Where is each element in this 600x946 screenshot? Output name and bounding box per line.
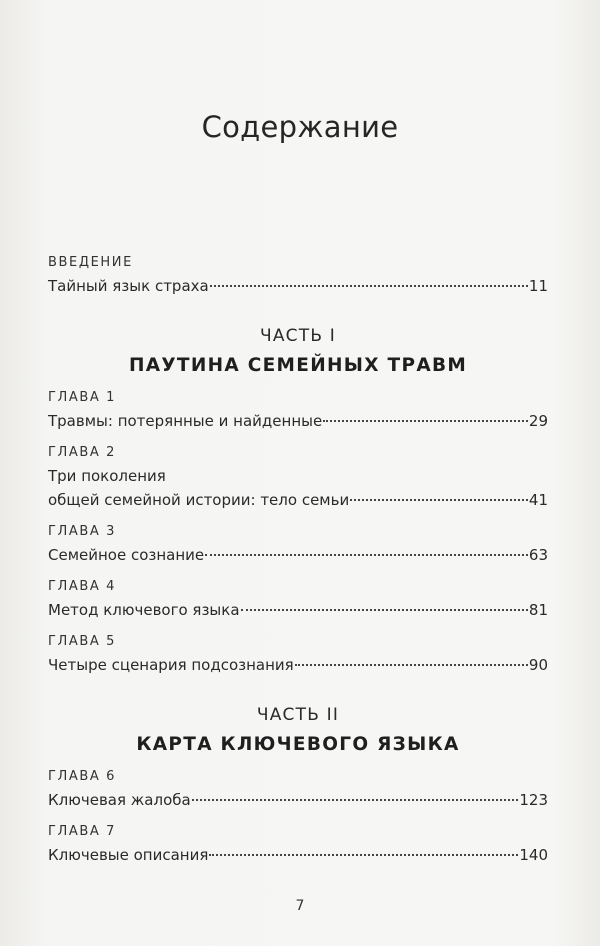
entry-title: Ключевая жалоба xyxy=(48,791,191,809)
entry-title: Травмы: потерянные и найденные xyxy=(48,412,323,430)
toc-chapter-6 xyxy=(48,769,548,810)
toc-entry xyxy=(48,845,548,865)
entry-title: Ключевые описания xyxy=(48,846,209,864)
page-title: Содержание xyxy=(201,110,399,144)
chapter-label: ГЛАВА 4 xyxy=(48,579,117,594)
toc-entry xyxy=(48,490,548,510)
toc-entry xyxy=(48,545,548,565)
toc-chapter-3 xyxy=(48,524,548,565)
toc-chapter-5 xyxy=(48,634,548,675)
part-1-title: ПАУТИНА СЕМЕЙНЫХ ТРАВМ xyxy=(128,355,468,376)
entry-page: 90 xyxy=(528,656,548,674)
leader-dots xyxy=(210,285,528,287)
entry-title: Метод ключевого языка xyxy=(48,601,240,619)
chapter-label: ГЛАВА 5 xyxy=(48,634,117,649)
part-2-title: КАРТА КЛЮЧЕВОГО ЯЗЫКА xyxy=(136,734,460,755)
leader-dots xyxy=(350,499,528,501)
chapter-label: ГЛАВА 6 xyxy=(48,769,117,784)
entry-page: 81 xyxy=(528,601,548,619)
leader-dots xyxy=(209,854,518,856)
entry-title: общей семейной истории: тело семьи xyxy=(48,491,350,509)
toc-entry-intro xyxy=(48,276,548,296)
entry-page: 63 xyxy=(528,546,548,564)
leader-dots xyxy=(205,554,528,556)
leader-dots xyxy=(295,664,528,666)
leader-dots xyxy=(323,420,528,422)
chapter-label: ГЛАВА 1 xyxy=(48,390,117,405)
table-of-contents xyxy=(48,255,548,865)
entry-title: Тайный язык страха xyxy=(48,277,209,295)
leader-dots xyxy=(241,609,528,611)
toc-entry xyxy=(48,790,548,810)
toc-chapter-2 xyxy=(48,445,548,510)
toc-section-intro xyxy=(48,255,548,296)
toc-entry xyxy=(48,600,548,620)
toc-entry xyxy=(48,411,548,431)
entry-title: Семейное сознание xyxy=(48,546,205,564)
entry-page: 41 xyxy=(528,491,548,509)
entry-page: 11 xyxy=(528,277,548,295)
toc-chapter-1 xyxy=(48,390,548,431)
intro-label: ВВЕДЕНИЕ xyxy=(48,255,133,270)
entry-title: Четыре сценария подсознания xyxy=(48,656,294,674)
entry-title-line-1: Три поколения xyxy=(48,467,166,485)
part-1-label: ЧАСТЬ I xyxy=(259,326,337,346)
entry-page: 123 xyxy=(519,791,548,809)
entry-page: 140 xyxy=(519,846,548,864)
part-2-label: ЧАСТЬ II xyxy=(256,705,340,725)
leader-dots xyxy=(192,799,519,801)
chapter-label: ГЛАВА 3 xyxy=(48,524,117,539)
page-number: 7 xyxy=(295,898,305,914)
chapter-label: ГЛАВА 2 xyxy=(48,445,117,460)
chapter-label: ГЛАВА 7 xyxy=(48,824,117,839)
toc-chapter-4 xyxy=(48,579,548,620)
toc-entry xyxy=(48,655,548,675)
toc-chapter-7 xyxy=(48,824,548,865)
entry-page: 29 xyxy=(528,412,548,430)
